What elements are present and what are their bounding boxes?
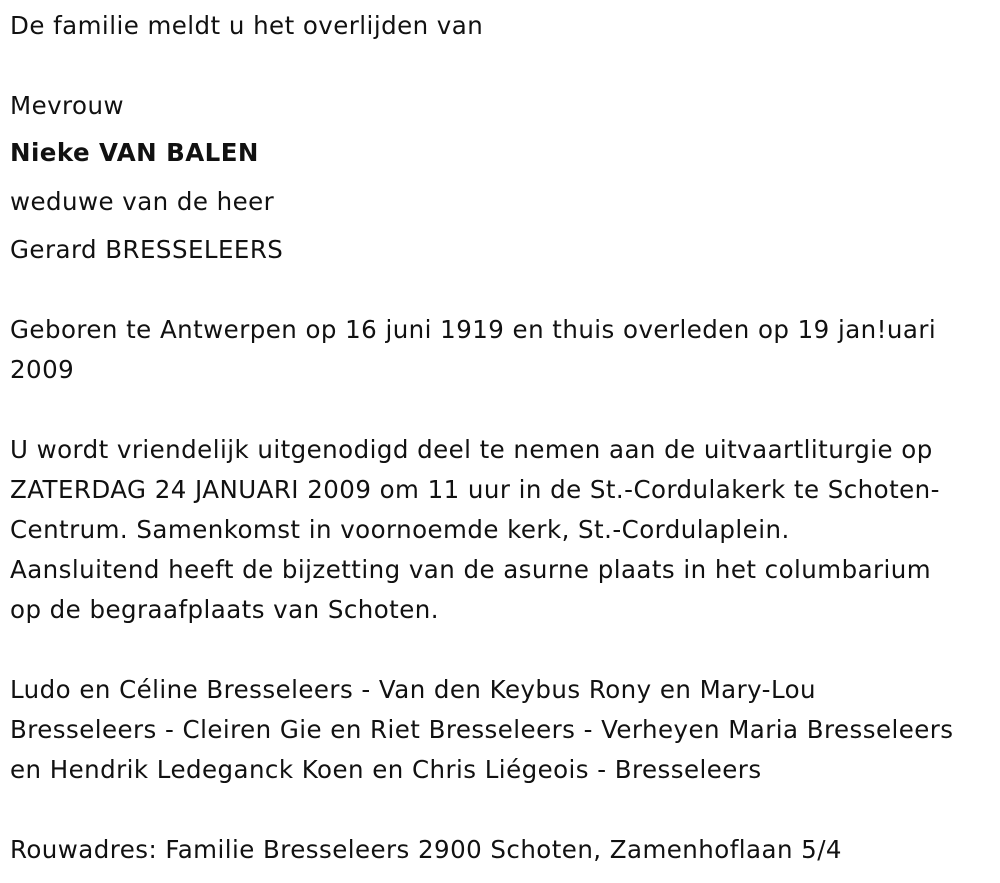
- family-line-1: Ludo en Céline Bresseleers - Van den Keybus Rony en Mary-Lou: [10, 675, 817, 704]
- salutation: Mevrouw: [10, 91, 124, 120]
- family-line-2: Bresseleers - Cleiren Gie en Riet Bresseleers - Verheyen Maria Bresseleers: [10, 715, 954, 744]
- mourning-address: Rouwadres: Familie Bresseleers 2900 Schoten, Zamenhoflaan 5/4: [10, 835, 842, 864]
- relation-text: weduwe van de heer: [10, 187, 275, 216]
- funeral-line-1: U wordt vriendelijk uitgenodigd deel te nemen aan de uitvaartliturgie op: [10, 435, 933, 464]
- intro-text: De familie meldt u het overlijden van: [10, 11, 484, 40]
- birth-death-line-1: Geboren te Antwerpen op 16 juni 1919 en thuis overleden op 19 jan!uari: [10, 315, 937, 344]
- funeral-line-5: op de begraafplaats van Schoten.: [10, 595, 439, 624]
- funeral-line-2: ZATERDAG 24 JANUARI 2009 om 11 uur in de St.-Cordulakerk te Schoten-: [10, 475, 940, 504]
- birth-death-line-2: 2009: [10, 355, 75, 384]
- funeral-line-3: Centrum. Samenkomst in voornoemde kerk, St.-Cordulaplein.: [10, 515, 790, 544]
- deceased-name: Nieke VAN BALEN: [10, 138, 259, 167]
- spouse-name: Gerard BRESSELEERS: [10, 235, 284, 264]
- funeral-line-4: Aansluitend heeft de bijzetting van de asurne plaats in het columbarium: [10, 555, 932, 584]
- family-line-3: en Hendrik Ledeganck Koen en Chris Liégeois - Bresseleers: [10, 755, 762, 784]
